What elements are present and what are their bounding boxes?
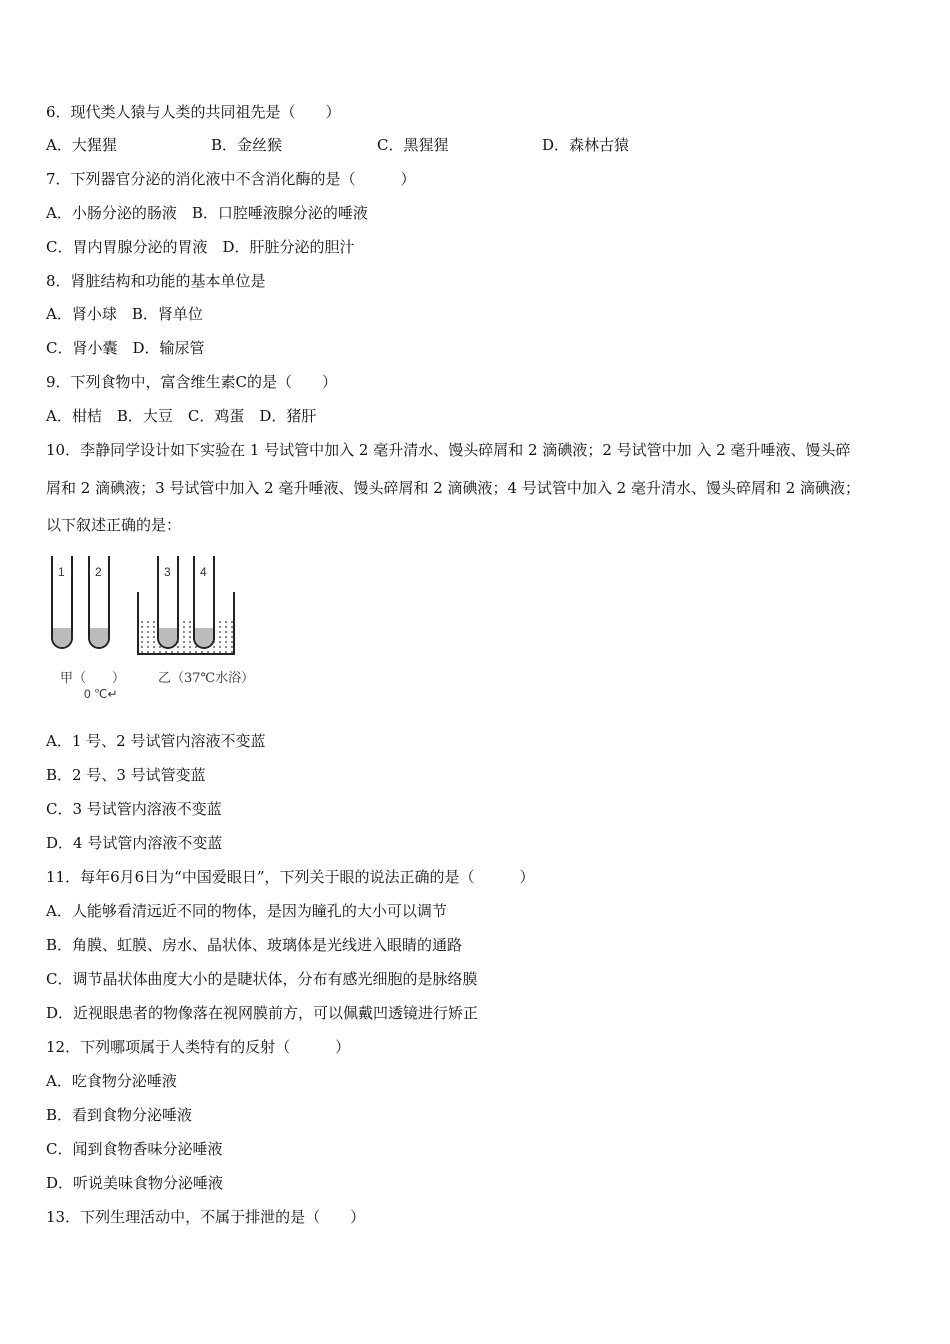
question-8-stem: 8．肾脏结构和功能的基本单位是: [46, 272, 266, 290]
question-11-option-a: A．人能够看清远近不同的物体，是因为瞳孔的大小可以调节: [46, 902, 447, 920]
water-bath: [138, 592, 234, 654]
question-12-option-c: C．闻到食物香味分泌唾液: [46, 1140, 223, 1158]
tube-label-3: 3: [164, 565, 171, 579]
question-12-option-d: D．听说美味食物分泌唾液: [46, 1174, 224, 1192]
question-7-stem: 7．下列器官分泌的消化液中不含消化酶的是（ ）: [46, 170, 416, 188]
question-6-option-b: B．金丝猴: [211, 136, 283, 154]
question-10-stem-line-2: 屑和 2 滴碘液；3 号试管中加入 2 毫升唾液、馒头碎屑和 2 滴碘液；4 号试管中加入 2 毫升清水、馒头碎屑和 2 滴碘液；: [46, 479, 861, 497]
question-12-option-b: B．看到食物分泌唾液: [46, 1106, 193, 1124]
question-8-options-ab: A．肾小球 B．肾单位: [46, 305, 203, 323]
question-12-stem: 12．下列哪项属于人类特有的反射（ ）: [46, 1038, 351, 1056]
question-6-option-d: D．森林古猿: [542, 136, 630, 154]
question-10-stem-line-3: 以下叙述正确的是：: [46, 516, 182, 534]
question-10-option-a: A．1 号、2 号试管内溶液不变蓝: [46, 732, 266, 750]
question-7-options-cd: C．胃内胃腺分泌的胃液 D．肝脏分泌的胆汁: [46, 238, 355, 256]
question-11-stem: 11．每年6月6日为“中国爱眼日”，下列关于眼的说法正确的是（ ）: [46, 868, 535, 886]
test-tube-figure: [44, 550, 274, 710]
question-6-option-a: A．大猩猩: [46, 136, 117, 154]
question-10-option-b: B．2 号、3 号试管变蓝: [46, 766, 206, 784]
question-6-option-c: C．黑猩猩: [377, 136, 449, 154]
tube-label-2: 2: [95, 565, 102, 579]
tube-label-4: 4: [200, 565, 207, 579]
tube-label-1: 1: [58, 565, 65, 579]
figure-caption-left-temp: 0 ℃↵: [84, 687, 118, 701]
question-11-option-c: C．调节晶状体曲度大小的是睫状体，分布有感光细胞的是脉络膜: [46, 970, 478, 988]
question-10-option-c: C．3 号试管内溶液不变蓝: [46, 800, 222, 818]
question-9-stem: 9．下列食物中，富含维生素C的是（ ）: [46, 373, 338, 391]
question-9-options: A．柑桔 B．大豆 C．鸡蛋 D．猪肝: [46, 407, 317, 425]
question-8-options-cd: C．肾小囊 D．输尿管: [46, 339, 205, 357]
question-7-options-ab: A．小肠分泌的肠液 B．口腔唾液腺分泌的唾液: [46, 204, 368, 222]
figure-caption-right: 乙（37℃水浴）: [158, 671, 255, 686]
question-10-stem-line-1: 10．李静同学设计如下实验在 1 号试管中加入 2 毫升清水、馒头碎屑和 2 滴碘液；2 号试管中加 入 2 毫升唾液、馒头碎: [46, 441, 851, 459]
test-tube-diagram: [44, 550, 274, 710]
question-11-option-d: D．近视眼患者的物像落在视网膜前方，可以佩戴凹透镜进行矫正: [46, 1004, 479, 1022]
figure-caption-left: 甲（ ）: [60, 671, 126, 686]
question-6-stem: 6．现代类人猿与人类的共同祖先是（ ）: [46, 103, 341, 121]
question-12-option-a: A．吃食物分泌唾液: [46, 1072, 177, 1090]
question-13-stem: 13．下列生理活动中，不属于排泄的是（ ）: [46, 1208, 366, 1226]
question-10-option-d: D．4 号试管内溶液不变蓝: [46, 834, 223, 852]
question-11-option-b: B．角膜、虹膜、房水、晶状体、玻璃体是光线进入眼睛的通路: [46, 936, 463, 954]
